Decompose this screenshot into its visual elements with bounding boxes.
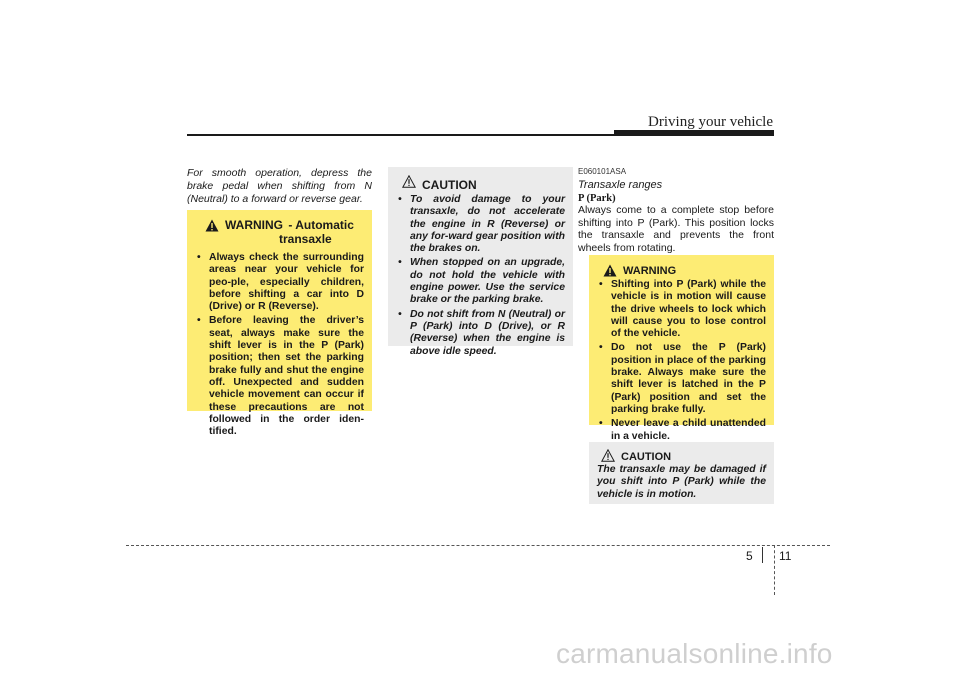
header-rule bbox=[187, 134, 774, 136]
caution-box-park bbox=[589, 442, 774, 504]
warning-list bbox=[195, 252, 364, 438]
caution-title bbox=[402, 174, 565, 192]
caution-title-label: CAUTION bbox=[422, 178, 477, 192]
list-item: • Do not use the P (Park) position in place of the parking brake. Always make sure the shift lever is latched in the P (Park) position and set the parking brake fully. bbox=[597, 342, 766, 416]
caution-title bbox=[601, 448, 766, 463]
warning-title bbox=[205, 218, 364, 246]
footer-divider bbox=[126, 545, 830, 546]
page-chapter-number: 5 bbox=[746, 549, 753, 563]
list-item: • Always check the surrounding areas near your vehicle for peo-ple, especially children, before shifting a car into D (Drive) or R (Reverse). bbox=[195, 252, 364, 313]
section-title: Transaxle ranges bbox=[578, 179, 663, 191]
sub-title: P (Park) bbox=[578, 193, 616, 204]
page-number-separator bbox=[762, 547, 763, 563]
watermark: carmanualsonline.info bbox=[556, 638, 833, 669]
list-item: • Shifting into P (Park) while the vehicle is in motion will cause the drive wheels to lock which will cause you to lose control of the vehicle. bbox=[597, 279, 766, 340]
list-item: • Never leave a child unattended in a vehicle. bbox=[597, 418, 766, 443]
list-item: • Before leaving the driver’s seat, always make sure the shift lever is in the P (Park) position; then set the parking brake fully and shut the engine off. Unexpected and sudden vehicle movement can occur if these precautions are not followed in the order iden-tified. bbox=[195, 315, 364, 438]
warning-title bbox=[603, 263, 766, 277]
list-item: • Do not shift from N (Neutral) or P (Park) into D (Drive), or R (Reverse) when the engine is above idle speed. bbox=[396, 309, 565, 358]
warning-title-suffix: - Automatic bbox=[288, 218, 354, 232]
body-paragraph: Always come to a complete stop before shifting into P (Park). This position locks the transaxle and prevents the front wheels from rotating. bbox=[578, 204, 774, 254]
intro-note: For smooth operation, depress the brake pedal when shifting from N (Neutral) to a forward or reverse gear. bbox=[187, 167, 372, 205]
list-item: • When stopped on an upgrade, do not hold the vehicle with engine power. Use the service brake or the parking brake. bbox=[396, 257, 565, 306]
page-number: 11 bbox=[779, 549, 792, 563]
warning-list bbox=[597, 279, 766, 443]
caution-triangle-icon bbox=[601, 449, 615, 462]
warning-triangle-icon bbox=[205, 219, 219, 232]
list-item: • To avoid damage to your transaxle, do not accelerate the engine in R (Reverse) or any for-ward gear position with the brakes on. bbox=[396, 194, 565, 255]
warning-title-line2: transaxle bbox=[279, 232, 332, 246]
warning-title-label: WARNING bbox=[225, 218, 283, 232]
warning-box-park bbox=[589, 255, 774, 442]
footer-vertical-divider bbox=[774, 545, 775, 595]
caution-box-transaxle bbox=[388, 167, 573, 357]
caution-list bbox=[396, 194, 565, 358]
section-code: E060101ASA bbox=[578, 167, 627, 176]
warning-triangle-icon bbox=[603, 264, 617, 277]
caution-triangle-icon bbox=[402, 175, 416, 188]
caution-text: The transaxle may be damaged if you shift into P (Park) while the vehicle is in motion. bbox=[597, 464, 766, 500]
running-header-title: Driving your vehicle bbox=[648, 114, 773, 130]
warning-title-label: WARNING bbox=[623, 265, 677, 277]
caution-title-label: CAUTION bbox=[621, 451, 672, 463]
warning-box-automatic-transaxle bbox=[187, 210, 372, 438]
